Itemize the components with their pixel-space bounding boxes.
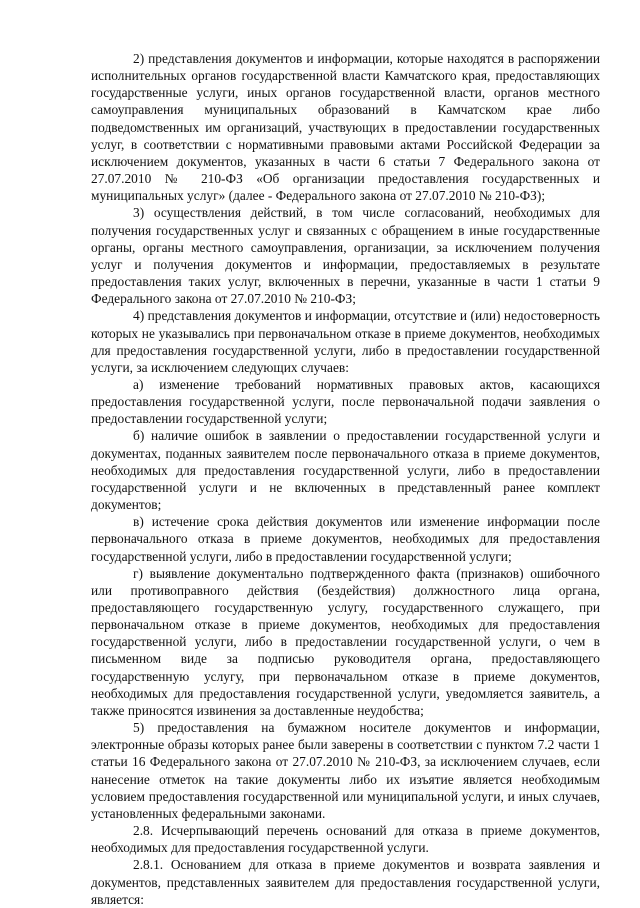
section-2-8-heading: 2.8. Исчерпывающий перечень оснований для отказа в приеме документов, необходимых для предоставления государственной услуги. — [91, 823, 600, 856]
paragraph-item-4: 4) представления документов и информации, отсутствие и (или) недостоверность которых не указывались при первоначальном отказе в приеме документов, необходимых для предоставления государственной услуги, либо в предоставлении государственной услуги, за исключением следующих случаев: — [91, 308, 600, 375]
paragraph-subitem-v: в) истечение срока действия документов или изменение информации после первоначального отказа в приеме документов, необходимых для предоставления государственной услуги, либо в предоставлении государственной услуги; — [91, 514, 600, 564]
paragraph-subitem-g: г) выявление документально подтвержденного факта (признаков) ошибочного или противоправного действия (бездействия) должностного лица органа, предоставляющего государственную услугу, государственного служащего, при первоначальном отказе в приеме документов, необходимых для предоставления государственной услуги, либо в предоставлении государственной услуги, о чем в письменном виде за подписью руководителя органа, предоставляющего государственную услугу, при первоначальном отказе в приеме документов, необходимых для предоставления государственной услуги, уведомляется заявитель, а также приносятся извинения за доставленные неудобства; — [91, 565, 600, 718]
paragraph-subitem-b: б) наличие ошибок в заявлении о предоставлении государственной услуги и документах, поданных заявителем после первоначального отказа в приеме документов, необходимых для предоставления государственной услуги, либо в предоставлении государственной услуги и не включенных в представленный ранее комплект документов; — [91, 428, 600, 513]
document-page — [91, 50, 600, 908]
paragraph-item-5: 5) предоставления на бумажном носителе документов и информации, электронные образы которых ранее были заверены в соответствии с пунктом 7.2 части 1 статьи 16 Федерального закона от 27.07.2010 № 210-ФЗ, за исключением случаев, если нанесение отметок на такие документы либо их изъятие является необходимым условием предоставления государственной или муниципальной услуги, и иных случаев, установленных федеральными законами. — [91, 720, 600, 821]
section-2-8-1-paragraph: 2.8.1. Основанием для отказа в приеме документов и возврата заявления и документов, представленных заявителем для предоставления государственной услуги, является: — [91, 857, 600, 907]
paragraph-item-3: 3) осуществления действий, в том числе согласований, необходимых для получения государственных услуг и связанных с обращением в иные государственные органы, органы местного самоуправления, организации, за исключением получения услуг и получения документов и информации, предоставляемых в результате предоставления таких услуг, включенных в перечни, указанные в части 1 статьи 9 Федерального закона от 27.07.2010 № 210-ФЗ; — [91, 205, 600, 307]
paragraph-subitem-a: а) изменение требований нормативных правовых актов, касающихся предоставления государственной услуги, после первоначальной подачи заявления о предоставлении государственной услуги; — [91, 376, 600, 427]
paragraph-item-2: 2) представления документов и информации, которые находятся в распоряжении исполнительных органов государственной власти Камчатского края, предоставляющих государственные услуги, иных органов государственной власти, органов местного самоуправления муниципальных образований в Камчатском крае либо подведомственных им организаций, участвующих в предоставлении государственных услуг, в соответствии с нормативными правовыми актами Российской Федерации за исключением документов, указанных в части 6 статьи 7 Федерального закона от 27.07.2010 № 210-ФЗ «Об организации предоставления государственных и муниципальных услуг» (далее - Федерального закона от 27.07.2010 № 210-ФЗ); — [91, 51, 600, 204]
